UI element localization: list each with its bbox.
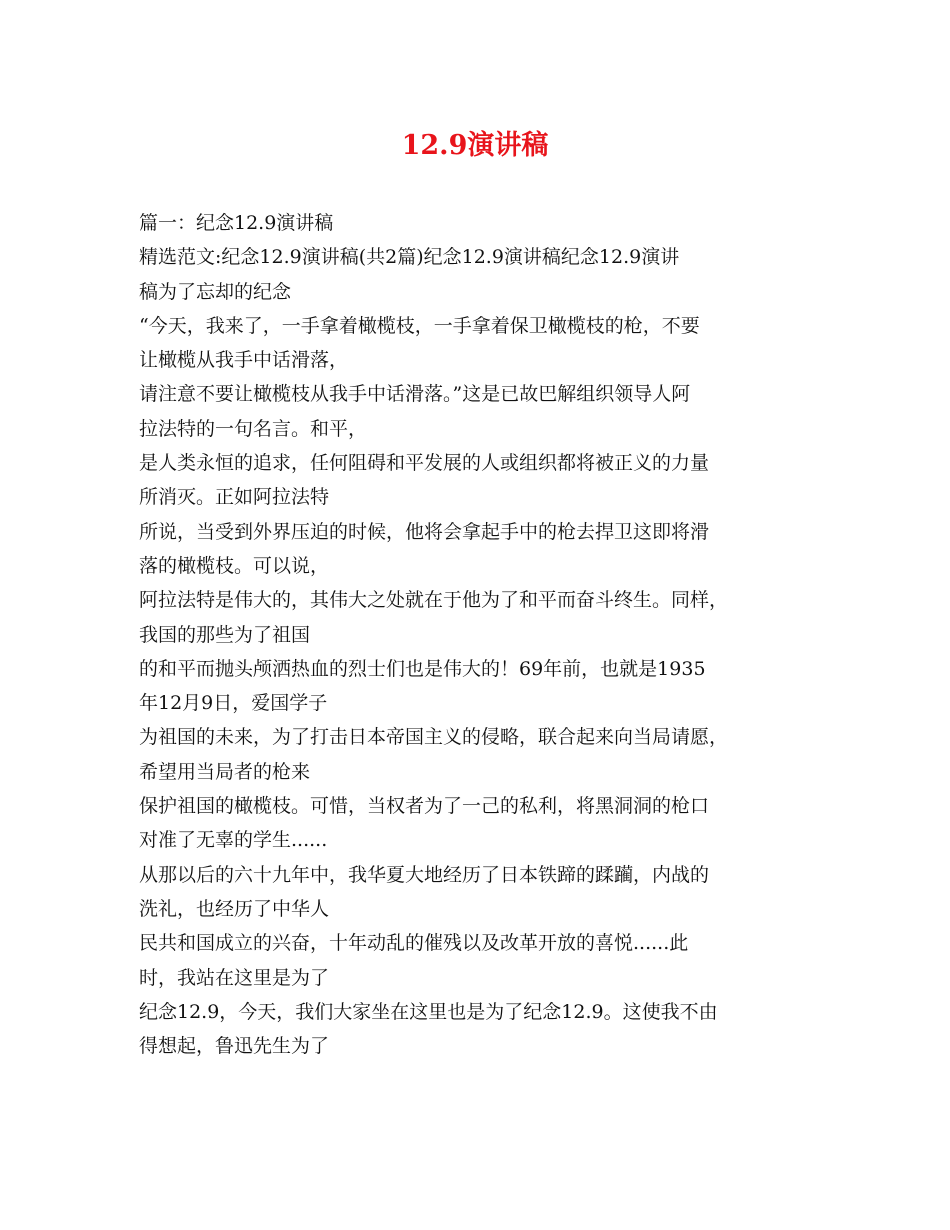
text-line: 所说，当受到外界压迫的时候，他将会拿起手中的枪去捍卫这即将滑 [139,520,710,543]
text-line: “今天，我来了，一手拿着橄榄枝，一手拿着保卫橄榄枝的枪，不要 [139,314,700,337]
text-line: 阿拉法特是伟大的，其伟大之处就在于他为了和平而奋斗终生。同样， [139,589,729,612]
text-line: 洗礼，也经历了中华人 [139,897,330,920]
text-line: 年12月9日，爱国学子 [139,692,328,715]
text-line: 拉法特的一句名言。和平， [139,417,368,440]
text-line: 稿为了忘却的纪念 [139,280,292,303]
text-line: 民共和国成立的兴奋，十年动乱的催残以及改革开放的喜悦......此 [139,932,689,955]
text-line: 从那以后的六十九年中，我华夏大地经历了日本铁蹄的蹂躏，内战的 [139,863,710,886]
document-body [139,206,819,1063]
text-line: 保护祖国的橄榄枝。可惜，当权者为了一己的私利，将黑洞洞的枪口 [139,795,710,818]
text-line: 是人类永恒的追求，任何阻碍和平发展的人或组织都将被正义的力量 [139,452,710,475]
text-line: 的和平而抛头颅洒热血的烈士们也是伟大的！69年前，也就是1935 [139,657,706,680]
text-line: 精选范文:纪念12.9演讲稿(共2篇)纪念12.9演讲稿纪念12.9演讲 [139,246,680,269]
text-line: 落的橄榄枝。可以说， [139,554,330,577]
text-line: 我国的那些为了祖国 [139,623,311,646]
text-line: 篇一：纪念12.9演讲稿 [139,212,334,234]
text-line: 希望用当局者的枪来 [139,760,311,783]
text-line: 让橄榄从我手中话滑落， [139,349,349,372]
text-line: 请注意不要让橄榄枝从我手中话滑落。”这是已故巴解组织领导人阿 [139,383,691,406]
text-line: 时，我站在这里是为了 [139,966,330,989]
document-title: 12.9演讲稿 [401,130,549,161]
text-line: 为祖国的未来，为了打击日本帝国主义的侵略，联合起来向当局请愿， [139,726,729,749]
text-line: 纪念12.9，今天，我们大家坐在这里也是为了纪念12.9。这使我不由 [139,1000,718,1023]
text-line: 对准了无辜的学生...... [139,829,328,852]
text-line: 所消灭。正如阿拉法特 [139,486,330,509]
text-line: 得想起，鲁迅先生为了 [139,1035,330,1058]
